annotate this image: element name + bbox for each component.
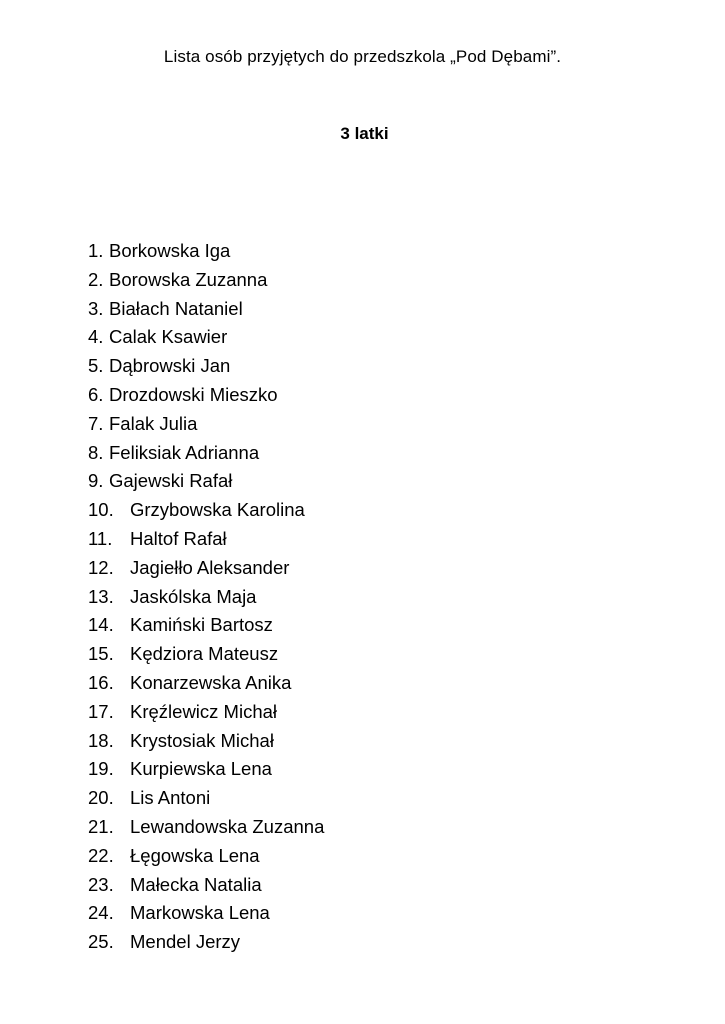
list-item xyxy=(88,352,324,381)
list-item-name: Drozdowski Mieszko xyxy=(109,383,278,405)
list-item-number: 16. xyxy=(88,671,114,693)
list-item xyxy=(88,611,324,640)
list-item xyxy=(88,439,324,468)
document-title: Lista osób przyjętych do przedszkola „Pod Dębami”. xyxy=(163,47,562,66)
list-item xyxy=(88,525,324,554)
list-item xyxy=(88,496,324,525)
list-item-name: Dąbrowski Jan xyxy=(109,355,231,377)
list-item xyxy=(88,669,324,698)
list-item-name: Lis Antoni xyxy=(130,787,211,809)
list-item xyxy=(88,583,324,612)
list-item-number: 3. xyxy=(88,297,104,319)
list-item-number: 14. xyxy=(88,614,114,636)
list-item xyxy=(88,467,324,496)
list-item xyxy=(88,237,324,266)
list-item xyxy=(88,842,324,871)
list-item-name: Feliksiak Adrianna xyxy=(109,441,260,463)
list-item xyxy=(88,554,324,583)
list-item xyxy=(88,784,324,813)
list-item-number: 15. xyxy=(88,643,114,665)
list-item-name: Jaskólska Maja xyxy=(130,585,257,607)
list-item-name: Borowska Zuzanna xyxy=(109,268,268,290)
list-item-number: 6. xyxy=(88,383,104,405)
list-item xyxy=(88,381,324,410)
list-item-number: 4. xyxy=(88,326,104,348)
list-item-number: 1. xyxy=(88,240,104,261)
list-item-number: 22. xyxy=(88,844,114,866)
list-item xyxy=(88,698,324,727)
list-item-name: Lewandowska Zuzanna xyxy=(130,815,325,837)
list-item-name: Jagiełło Aleksander xyxy=(130,556,290,578)
list-item-name: Kamiński Bartosz xyxy=(130,614,273,636)
list-item-number: 12. xyxy=(88,556,114,578)
list-item-name: Markowska Lena xyxy=(130,902,270,924)
list-item-name: Falak Julia xyxy=(109,412,198,434)
list-item-number: 25. xyxy=(88,931,114,953)
list-item-number: 17. xyxy=(88,700,114,722)
list-item xyxy=(88,899,324,928)
list-item-name: Kędziora Mateusz xyxy=(130,643,279,665)
list-item-number: 18. xyxy=(88,729,114,751)
list-item-number: 11. xyxy=(88,527,113,549)
list-item-number: 5. xyxy=(88,355,104,377)
list-item-number: 19. xyxy=(88,758,114,780)
list-item-number: 7. xyxy=(88,412,104,434)
list-item-name: Borkowska Iga xyxy=(109,240,231,261)
admitted-children-list xyxy=(88,237,324,957)
list-item xyxy=(88,640,324,669)
list-item xyxy=(88,295,324,324)
list-item-name: Mendel Jerzy xyxy=(130,931,241,953)
list-item-name: Grzybowska Karolina xyxy=(130,499,305,521)
list-item-number: 20. xyxy=(88,787,114,809)
list-item xyxy=(88,928,324,957)
list-item xyxy=(88,755,324,784)
list-item-number: 8. xyxy=(88,441,104,463)
list-item-name: Krystosiak Michał xyxy=(130,729,274,751)
list-item-number: 24. xyxy=(88,902,114,924)
list-item xyxy=(88,727,324,756)
list-item-number: 13. xyxy=(88,585,114,607)
list-item-name: Konarzewska Anika xyxy=(130,671,292,693)
list-item-name: Białach Nataniel xyxy=(109,297,243,319)
list-item-number: 2. xyxy=(88,268,104,290)
group-heading: 3 latki xyxy=(340,124,389,143)
list-item-name: Małecka Natalia xyxy=(130,873,262,895)
list-item xyxy=(88,266,324,295)
list-item xyxy=(88,323,324,352)
list-item xyxy=(88,410,324,439)
list-item-number: 23. xyxy=(88,873,114,895)
list-item-number: 9. xyxy=(88,470,104,492)
list-item-name: Łęgowska Lena xyxy=(130,844,260,866)
list-item-name: Gajewski Rafał xyxy=(109,470,233,492)
list-item-name: Kręźlewicz Michał xyxy=(130,700,278,722)
list-item-number: 10. xyxy=(88,499,114,521)
list-item-name: Haltof Rafał xyxy=(130,527,227,549)
list-item-name: Kurpiewska Lena xyxy=(130,758,272,780)
list-item xyxy=(88,871,324,900)
list-item-number: 21. xyxy=(88,815,114,837)
list-item xyxy=(88,813,324,842)
list-item-name: Calak Ksawier xyxy=(109,326,228,348)
